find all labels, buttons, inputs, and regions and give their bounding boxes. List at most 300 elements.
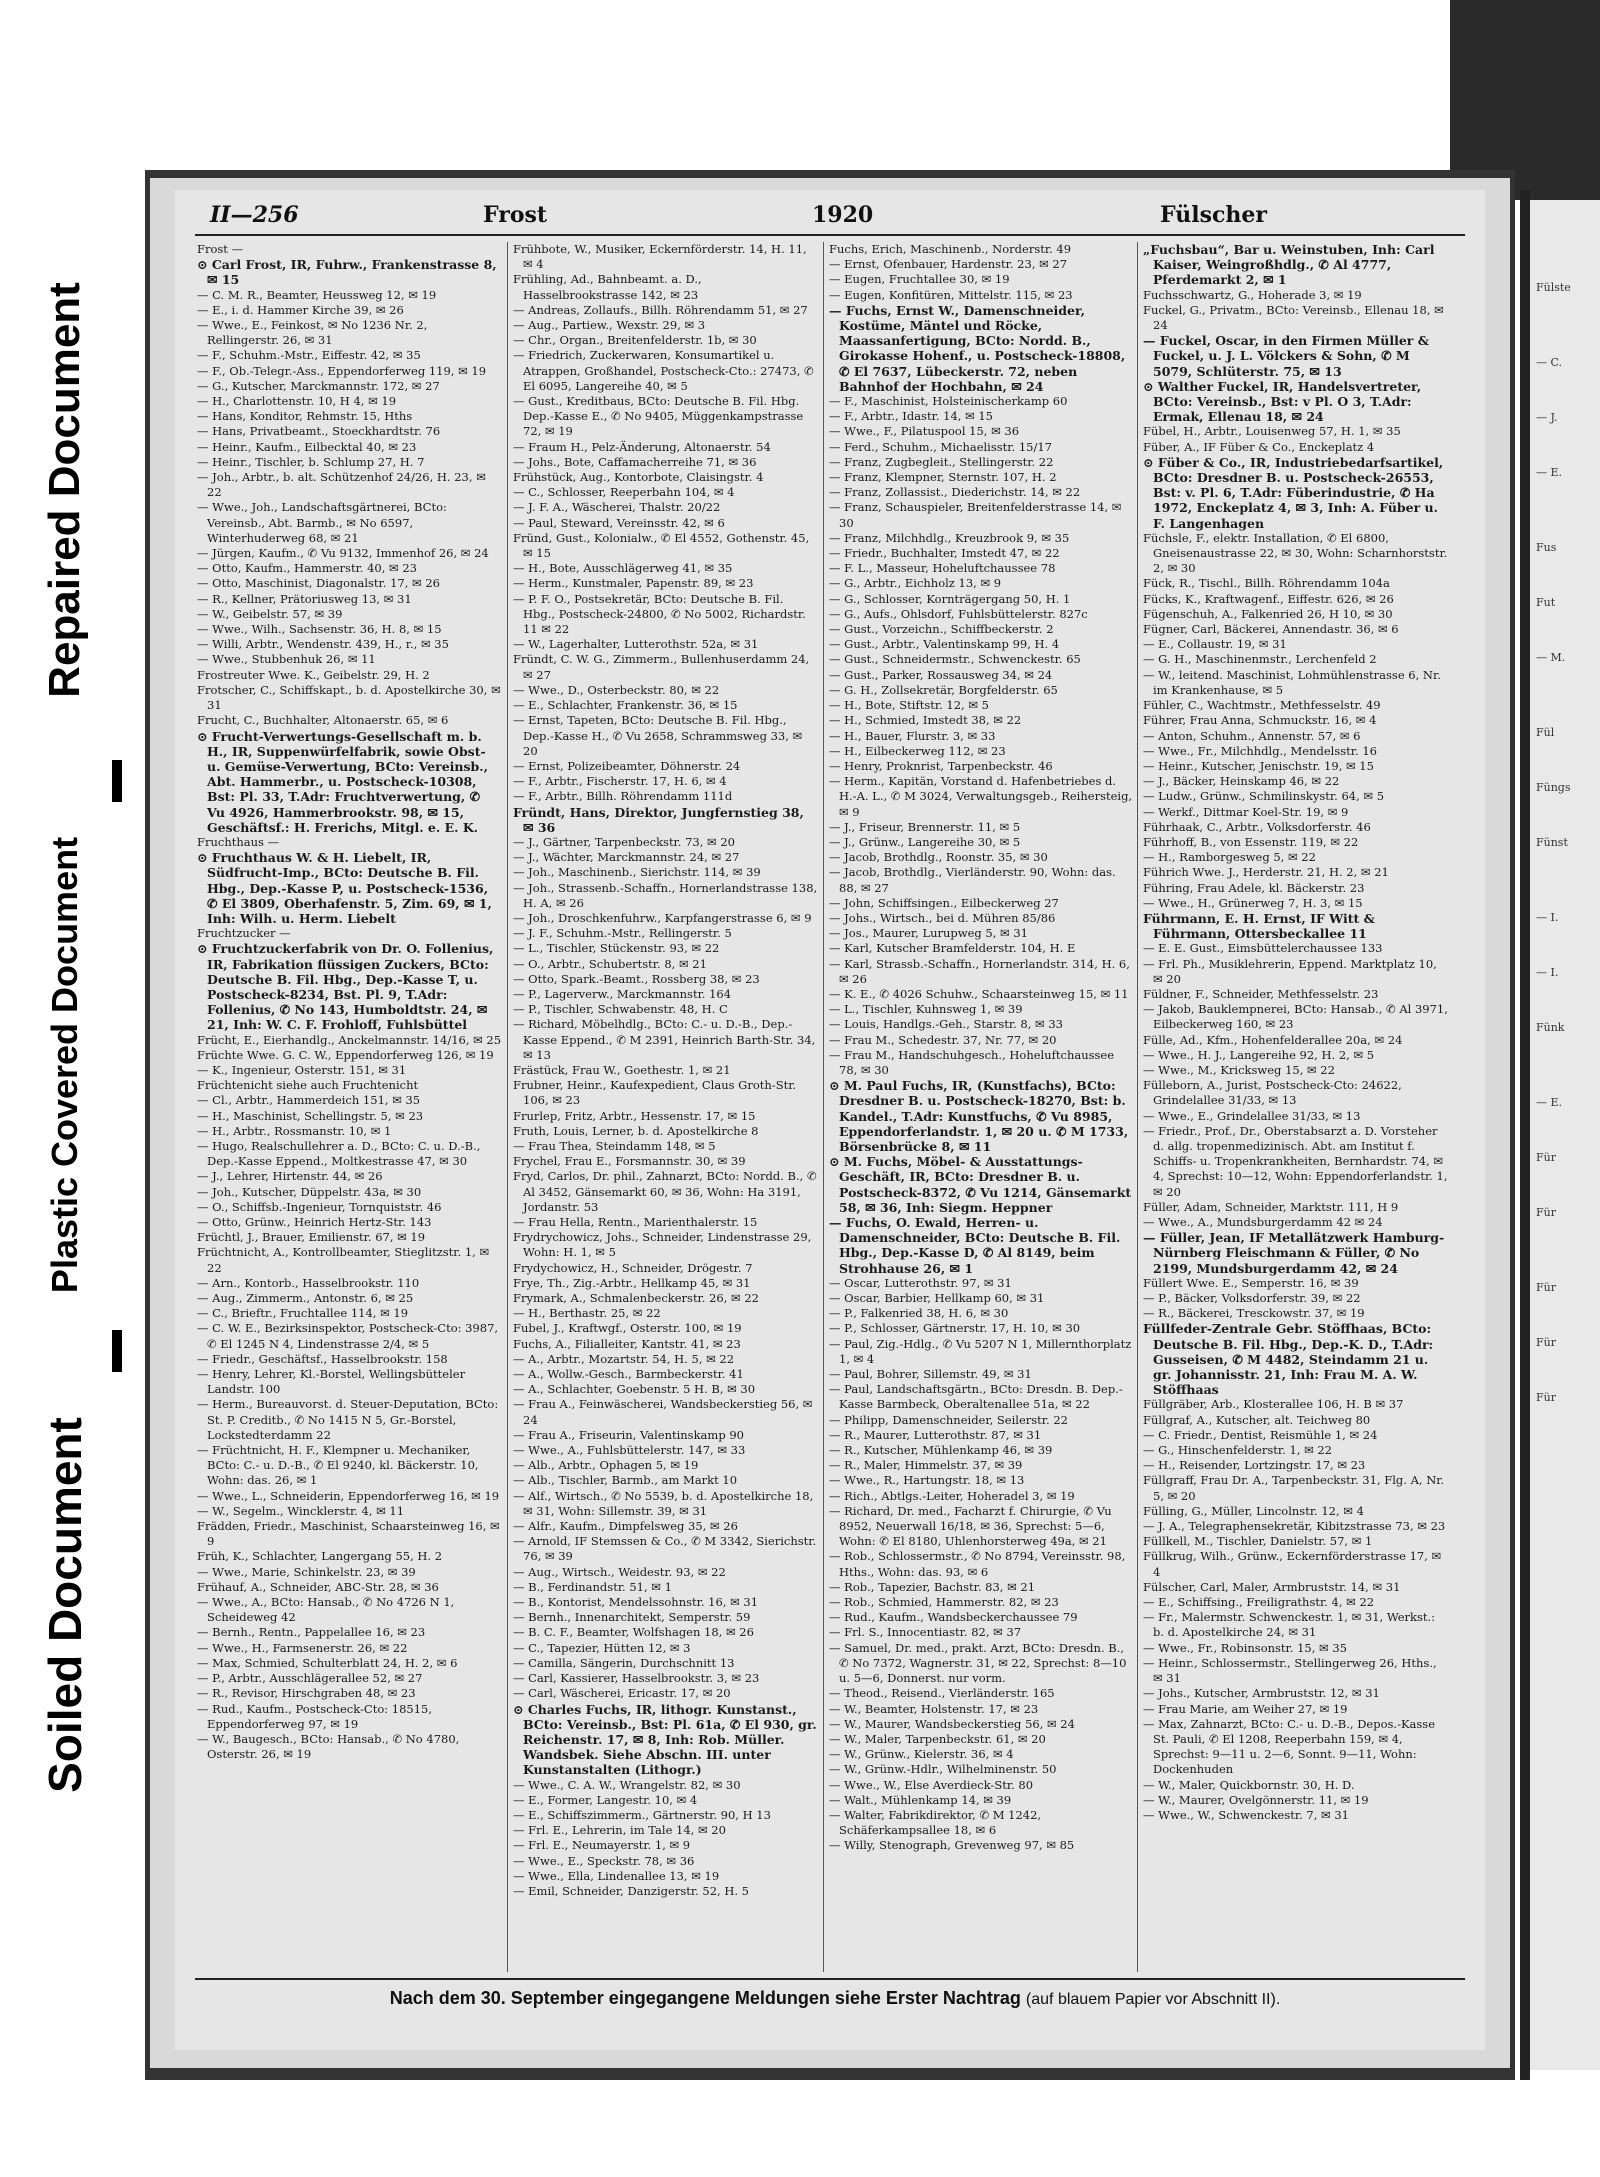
directory-entry: — E., i. d. Hammer Kirche 39, ✉ 26 bbox=[197, 302, 404, 317]
directory-entry: — J., Wächter, Marckmannstr. 24, ✉ 27 bbox=[513, 850, 740, 865]
directory-entry: Fügner, Carl, Bäckerei, Annendastr. 36, ✉ 6 bbox=[1143, 622, 1399, 637]
directory-entry: — J. F. A., Wäscherei, Thalstr. 20/22 bbox=[513, 500, 721, 515]
directory-entry: Fuckel, G., Privatm., BCto: Vereinsb., Ellenau 18, ✉ 24 bbox=[1143, 302, 1444, 333]
header-first-entry: Frost bbox=[483, 202, 548, 228]
directory-entry: — Friedr., Geschäftsf., Hasselbrookstr. 158 bbox=[197, 1351, 448, 1366]
directory-entry: — Andreas, Zollaufs., Billh. Röhrendamm 51, ✉ 27 bbox=[513, 302, 808, 317]
header-rule bbox=[195, 234, 1465, 236]
directory-entry: — Wwe., Fr., Robinsonstr. 15, ✉ 35 bbox=[1143, 1640, 1347, 1655]
directory-entry: — G., Hinschenfelderstr. 1, ✉ 22 bbox=[1143, 1443, 1332, 1458]
directory-entry: — Alb., Arbtr., Ophagen 5, ✉ 19 bbox=[513, 1458, 699, 1473]
directory-entry: ⊙ Füber & Co., IR, Industriebedarfsartikel, BCto: Dresdner B. u. Postscheck-26553, Bst: v. Pl. 6, T.Adr: Füberindustrie, ✆ Ha 1972, Enckeplatz 4, ✉ 3, Inh: A. Füber u. F. Langenhagen bbox=[1143, 454, 1444, 531]
directory-entry: — Ernst, Polizeibeamter, Döhnerstr. 24 bbox=[513, 758, 741, 773]
directory-entry: — J. F., Schuhm.-Mstr., Rellingerstr. 5 bbox=[513, 926, 732, 941]
next-page-entry-fragment: Für bbox=[1536, 1391, 1556, 1404]
directory-entry: — Paul, Zig.-Hdlg., ✆ Vu 5207 N 1, Millernthorplatz 1, ✉ 4 bbox=[829, 1336, 1132, 1366]
directory-entry: — Paul, Bohrer, Sillemstr. 49, ✉ 31 bbox=[829, 1367, 1032, 1382]
directory-entry: — Carl, Kassierer, Hasselbrookstr. 3, ✉ 23 bbox=[513, 1671, 760, 1686]
directory-entry: — Jakob, Bauklempnerei, BCto: Hansab., ✆ Al 3971, Eilbeckerweg 160, ✉ 23 bbox=[1143, 1002, 1448, 1032]
directory-entry: — Frau A., Feinwäscherei, Wandsbeckerstieg 56, ✉ 24 bbox=[513, 1397, 813, 1427]
directory-entry: — Gust., Vorzeichn., Schiffbeckerstr. 2 bbox=[829, 622, 1054, 637]
label-separator bbox=[112, 760, 122, 802]
directory-entry: — W., Maler, Tarpenbeckstr. 61, ✉ 20 bbox=[829, 1731, 1046, 1746]
directory-entry: — Hans, Konditor, Rehmstr. 15, Hths bbox=[197, 409, 413, 424]
soiled-document-label: Soiled Document bbox=[39, 1417, 91, 1793]
directory-entry: Frubner, Heinr., Kaufexpedient, Claus Groth-Str. 106, ✉ 23 bbox=[513, 1078, 797, 1108]
directory-entry: — Joh., Arbtr., b. alt. Schützenhof 24/26, H. 23, ✉ 22 bbox=[197, 470, 486, 500]
directory-entry: Fülle, Ad., Kfm., Hohenfelderallee 20a, ✉ 24 bbox=[1143, 1032, 1403, 1047]
directory-entry: Führich Wwe. J., Herderstr. 21, H. 2, ✉ 21 bbox=[1143, 865, 1389, 880]
directory-entry: — Wwe., Fr., Milchhdlg., Mendelsstr. 16 bbox=[1143, 743, 1377, 758]
directory-entry: — P., Bäcker, Volksdorferstr. 39, ✉ 22 bbox=[1143, 1291, 1361, 1306]
directory-entry: — Herm., Bureauvorst. d. Steuer-Deputation, BCto: St. P. Creditb., ✆ No 1415 N 5, Gr.-Borstel, Lockstedterdamm 22 bbox=[197, 1397, 499, 1442]
next-page-entry-fragment: Für bbox=[1536, 1151, 1556, 1164]
next-page-entry-fragment: — I. bbox=[1536, 911, 1559, 924]
directory-entry: — K. E., ✆ 4026 Schuhw., Schaarsteinweg 15, ✉ 11 bbox=[829, 986, 1129, 1001]
directory-entry: Füller, Adam, Schneider, Marktstr. 111, H 9 bbox=[1143, 1199, 1399, 1214]
next-page-fragment bbox=[1536, 280, 1596, 1980]
directory-entry: — Füller, Jean, IF Metallätzwerk Hamburg-Nürnberg Fleischmann & Füller, ✆ No 2199, Mundsburgerdamm 42, ✉ 24 bbox=[1143, 1230, 1445, 1276]
directory-entry: Füllgraf, A., Kutscher, alt. Teichweg 80 bbox=[1143, 1412, 1371, 1427]
directory-entry: — Ludw., Grünw., Schmilinskystr. 64, ✉ 5 bbox=[1143, 789, 1385, 804]
directory-entry: — Wwe., A., BCto: Hansab., ✆ No 4726 N 1, Scheideweg 42 bbox=[197, 1595, 455, 1625]
page-header bbox=[200, 198, 1460, 232]
directory-entry: Fuchs, Erich, Maschinenb., Norderstr. 49 bbox=[829, 242, 1072, 256]
directory-entry: — Wwe., C. A. W., Wrangelstr. 82, ✉ 30 bbox=[513, 1777, 741, 1792]
directory-entry: — W., Beamter, Holstenstr. 17, ✉ 23 bbox=[829, 1701, 1039, 1716]
directory-entry: — F., Arbtr., Fischerstr. 17, H. 6, ✉ 4 bbox=[513, 774, 727, 789]
directory-entry: — C., Tapezier, Hütten 12, ✉ 3 bbox=[513, 1640, 691, 1655]
directory-entry: — Rud., Kaufm., Postscheck-Cto: 18515, Eppendorferweg 97, ✉ 19 bbox=[197, 1701, 433, 1731]
directory-entry: — Herm., Kunstmaler, Papenstr. 89, ✉ 23 bbox=[513, 576, 754, 591]
directory-entry: — F., Arbtr., Billh. Röhrendamm 111d bbox=[513, 789, 733, 804]
directory-entry: — Eugen, Konfitüren, Mittelstr. 115, ✉ 23 bbox=[829, 287, 1073, 302]
directory-entry: — Wwe., Stubbenhuk 26, ✉ 11 bbox=[197, 652, 376, 667]
directory-entry: — Jürgen, Kaufm., ✆ Vu 9132, Immenhof 26, ✉ 24 bbox=[197, 546, 489, 561]
directory-entry: — Frl. S., Innocentiastr. 82, ✉ 37 bbox=[829, 1625, 1022, 1640]
directory-entry: — B., Ferdinandstr. 51, ✉ 1 bbox=[513, 1579, 672, 1594]
directory-entry: — Henry, Lehrer, Kl.-Borstel, Wellingsbütteler Landstr. 100 bbox=[197, 1367, 466, 1397]
directory-entry: — L., Tischler, Stückenstr. 93, ✉ 22 bbox=[513, 941, 720, 956]
directory-entry: — Wwe., H., Grünerweg 7, H. 3, ✉ 15 bbox=[1143, 895, 1363, 910]
directory-entry: — Fuchs, O. Ewald, Herren- u. Damenschneider, BCto: Deutsche B. Fil. Hbg., Dep.-Kasse D, ✆ Al 8149, beim Strohhause 26, ✉ 1 bbox=[829, 1215, 1121, 1276]
directory-entry: — Philipp, Damenschneider, Seilerstr. 22 bbox=[829, 1412, 1068, 1427]
directory-entry: — John, Schiffsingen., Eilbeckerweg 27 bbox=[829, 895, 1059, 910]
directory-entry: — J., Grünw., Langereihe 30, ✉ 5 bbox=[829, 834, 1021, 849]
directory-entry: — E. E. Gust., Eimsbüttelerchaussee 133 bbox=[1143, 941, 1383, 956]
directory-entry: ⊙ Fruchthaus W. & H. Liebelt, IR, Südfrucht-Imp., BCto: Deutsche B. Fil. Hbg., Dep.-Kasse P, u. Postscheck-1536, ✆ El 3809, Oberhafenstr. 5, Zim. 69, ✉ 1, Inh: Wilh. u. Herm. Liebelt bbox=[197, 850, 492, 926]
directory-entry: — Paul, Landschaftsgärtn., BCto: Dresdn. B. Dep.-Kasse Barmbeck, Oberaltenallee 51a, ✉ 22 bbox=[829, 1382, 1123, 1412]
directory-entry: — Wwe., H., Farmsenerstr. 26, ✉ 22 bbox=[197, 1640, 408, 1655]
directory-entry: — W., Lagerhalter, Lutterothstr. 52a, ✉ 31 bbox=[513, 637, 759, 652]
directory-entry: — Bernh., Rentn., Pappelallee 16, ✉ 23 bbox=[197, 1625, 426, 1640]
directory-entry: — Frau A., Friseurin, Valentinskamp 90 bbox=[513, 1427, 744, 1442]
directory-entry: — E., Schiffszimmerm., Gärtnerstr. 90, H 13 bbox=[513, 1807, 771, 1822]
directory-page bbox=[150, 178, 1510, 2068]
condition-label-strip bbox=[0, 0, 130, 2177]
header-year: 1920 bbox=[812, 202, 874, 228]
directory-entry: — Gust., Parker, Rossausweg 34, ✉ 24 bbox=[829, 667, 1053, 682]
directory-entry: — Oscar, Barbier, Hellkamp 60, ✉ 31 bbox=[829, 1291, 1045, 1306]
directory-entry: — B., Kontorist, Mendelssohnstr. 16, ✉ 31 bbox=[513, 1595, 759, 1610]
next-page-entry-fragment: Fül bbox=[1536, 726, 1555, 739]
directory-entry: — G., Arbtr., Eichholz 13, ✉ 9 bbox=[829, 576, 1002, 591]
next-page-entry-fragment: Für bbox=[1536, 1206, 1556, 1219]
directory-entry: Fülleborn, A., Jurist, Postscheck-Cto: 24622, Grindelallee 31/33, ✉ 13 bbox=[1143, 1078, 1402, 1108]
next-page-entry-fragment: — J. bbox=[1536, 411, 1558, 424]
directory-entry: — Wwe., Marie, Schinkelstr. 23, ✉ 39 bbox=[197, 1564, 416, 1579]
directory-entry: Fruchthaus — bbox=[197, 834, 280, 849]
directory-entry: — Oscar, Lutterothstr. 97, ✉ 31 bbox=[829, 1275, 1012, 1290]
directory-entry: — Wwe., E., Grindelallee 31/33, ✉ 13 bbox=[1143, 1108, 1361, 1123]
directory-entry: — G., Aufs., Ohlsdorf, Fuhlsbüttelerstr. 827c bbox=[829, 606, 1088, 621]
directory-entry: — P., Falkenried 38, H. 6, ✉ 30 bbox=[829, 1306, 1009, 1321]
directory-entry: — Frl. E., Neumayerstr. 1, ✉ 9 bbox=[513, 1838, 691, 1853]
directory-entry: — Chr., Organ., Breitenfelderstr. 1b, ✉ 30 bbox=[513, 333, 757, 348]
directory-entry: — Rob., Tapezier, Bachstr. 83, ✉ 21 bbox=[829, 1579, 1036, 1594]
directory-entry: — R., Kellner, Prätoriusweg 13, ✉ 31 bbox=[197, 591, 412, 606]
directory-entry: — W., leitend. Maschinist, Lohmühlenstrasse 6, Nr. im Krankenhause, ✉ 5 bbox=[1143, 667, 1441, 697]
directory-entry: — Wwe., M., Kricksweg 15, ✉ 22 bbox=[1143, 1062, 1335, 1077]
directory-entry: — Karl, Strassb.-Schaffn., Hornerlandstr. 314, H. 6, ✉ 26 bbox=[829, 956, 1130, 986]
column-divider bbox=[1137, 242, 1138, 1972]
directory-entry: — P., Arbtr., Ausschlägerallee 52, ✉ 27 bbox=[197, 1671, 423, 1686]
label-separator bbox=[112, 1330, 122, 1372]
directory-entry: Fügenschuh, A., Falkenried 26, H 10, ✉ 30 bbox=[1143, 606, 1393, 621]
directory-entry: — Fuchs, Ernst W., Damenschneider, Kostüme, Mäntel und Röcke, Maassanfertigung, BCto: Nordd. B., Girokasse Hohenf., u. Postscheck-18808, ✆ El 7637, Lübeckerstr. 72, neben Bahnhof der Hochbahn, ✉ 24 bbox=[829, 302, 1126, 394]
directory-entry: — Johs., Bote, Caffamacherreihe 71, ✉ 36 bbox=[513, 454, 757, 469]
directory-entry: ⊙ M. Paul Fuchs, IR, (Kunstfachs), BCto: Dresdner B. u. Postscheck-18270, Bst: b. Kandel., T.Adr: Kunstfuchs, ✆ Vu 8985, Eppendorferlandstr. 1, ✉ 20 u. ✆ M 1733, Börsenbrücke 8, ✉ 11 bbox=[829, 1078, 1129, 1154]
next-page-entry-fragment: — C. bbox=[1536, 356, 1563, 369]
directory-entry: Fuchs, A., Filialleiter, Kantstr. 41, ✉ 23 bbox=[513, 1336, 741, 1351]
directory-entry: — Otto, Spark.-Beamt., Rossberg 38, ✉ 23 bbox=[513, 971, 760, 986]
directory-entry: — Joh., Kutscher, Düppelstr. 43a, ✉ 30 bbox=[197, 1184, 422, 1199]
directory-entry: Frydrychowicz, Johs., Schneider, Lindenstrasse 29, Wohn: H. 1, ✉ 5 bbox=[513, 1230, 812, 1260]
directory-entry: — Hans, Privatbeamt., Stoeckhardtstr. 76 bbox=[197, 424, 441, 439]
directory-entry: Fülling, G., Müller, Lincolnstr. 12, ✉ 4 bbox=[1143, 1503, 1364, 1518]
directory-entry: Frucht, C., Buchhalter, Altonaerstr. 65, ✉ 6 bbox=[197, 713, 449, 728]
directory-entry: — Johs., Kutscher, Armbruststr. 12, ✉ 31 bbox=[1143, 1686, 1380, 1701]
directory-entry: ⊙ M. Fuchs, Möbel- & Ausstattungs-Geschäft, IR, BCto: Dresdner B. u. Postscheck-8372, ✆ Vu 1214, Gänsemarkt 58, ✉ 36, Inh: Siegm. Heppner bbox=[829, 1154, 1132, 1215]
directory-entry: — Emil, Schneider, Danzigerstr. 52, H. 5 bbox=[513, 1883, 750, 1898]
directory-entry: — Max, Zahnarzt, BCto: C.- u. D.-B., Depos.-Kasse St. Pauli, ✆ El 1208, Reeperbahn 159, ✉ 4, Sprechst: 9—11 u. 2—6, Sonnt. 9—11, Wohn: Dockenhuden bbox=[1143, 1716, 1436, 1777]
directory-entry: — C., Brieftr., Fruchtallee 114, ✉ 19 bbox=[197, 1306, 409, 1321]
directory-entry: Fücks, K., Kraftwagenf., Eiffestr. 626, ✉ 26 bbox=[1143, 591, 1394, 606]
directory-entry: — Herm., Kapitän, Vorstand d. Hafenbetriebes d. H.-A. L., ✆ M 3024, Verwaltungsgeb., Reihersteig, ✉ 9 bbox=[829, 774, 1133, 819]
directory-entry: — G., Kutscher, Marckmannstr. 172, ✉ 27 bbox=[197, 378, 440, 393]
directory-entry: — Wwe., A., Mundsburgerdamm 42 ✉ 24 bbox=[1143, 1215, 1383, 1229]
footer-rule bbox=[195, 1978, 1465, 1980]
directory-entry: Fuchsschwartz, G., Hoheradе 3, ✉ 19 bbox=[1143, 287, 1362, 302]
directory-entry: — Otto, Grünw., Heinrich Hertz-Str. 143 bbox=[197, 1215, 432, 1229]
directory-entry: — G. H., Maschinenmstr., Lerchenfeld 2 bbox=[1143, 652, 1377, 667]
directory-entry: — W., Grünw.-Hdlr., Wilhelminenstr. 50 bbox=[829, 1762, 1057, 1777]
directory-entry: — Heinr., Tischler, b. Schlump 27, H. 7 bbox=[197, 454, 425, 469]
directory-entry: — H., Maschinist, Schellingstr. 5, ✉ 23 bbox=[197, 1108, 424, 1123]
directory-entry: Frurlep, Fritz, Arbtr., Hessenstr. 17, ✉ 15 bbox=[513, 1108, 756, 1123]
directory-entry: — Alfr., Kaufm., Dimpfelsweg 35, ✉ 26 bbox=[513, 1519, 738, 1534]
directory-entry: — Paul, Steward, Vereinsstr. 42, ✉ 6 bbox=[513, 515, 725, 530]
directory-entry: — Samuel, Dr. med., prakt. Arzt, BCto: Dresdn. B., ✆ No 7372, Wagnerstr. 31, ✉ 22, Sprechst: 8—10 u. 5—6, Donnerst. nur vorm. bbox=[829, 1640, 1127, 1686]
directory-column-3 bbox=[829, 242, 1134, 1972]
directory-entry: — Johs., Wirtsch., bei d. Mühren 85/86 bbox=[829, 910, 1056, 925]
directory-entry: — Richard, Dr. med., Facharzt f. Chirurgie, ✆ Vu 8952, Neuerwall 16/18, ✉ 36, Sprechst: 5—6, Wohn: ✆ El 8180, Uhlenhorsterweg 49a, ✉ 21 bbox=[829, 1503, 1112, 1549]
directory-entry: — Theod., Reisend., Vierländerstr. 165 bbox=[829, 1686, 1055, 1701]
directory-entry: — A., Wollw.-Gesch., Barmbeckerstr. 41 bbox=[513, 1367, 744, 1382]
directory-entry: Frye, Th., Zig.-Arbtr., Hellkamp 45, ✉ 31 bbox=[513, 1275, 751, 1290]
directory-entry: Fruth, Louis, Lerner, b. d. Apostelkirche 8 bbox=[513, 1123, 759, 1138]
directory-entry: — Wwe., Wilh., Sachsenstr. 36, H. 8, ✉ 15 bbox=[197, 622, 442, 637]
directory-entry: — Max, Schmied, Schulterblatt 24, H. 2, ✉ 6 bbox=[197, 1655, 458, 1670]
next-page-entry-fragment: Füngs bbox=[1536, 781, 1571, 794]
directory-entry: — Frl. Ph., Musiklehrerin, Eppend. Marktplatz 10, ✉ 20 bbox=[1143, 956, 1437, 986]
directory-entry: — Gust., Schneidermstr., Schwenckestr. 65 bbox=[829, 652, 1081, 667]
directory-entry: — Franz, Zugbegleit., Stellingerstr. 22 bbox=[829, 454, 1054, 469]
directory-entry: — Wwe., Joh., Landschaftsgärtnerei, BCto: Vereinsb., Abt. Barmb., ✉ No 6597, Winterhuderweg 68, ✉ 21 bbox=[197, 500, 447, 545]
directory-entry: — Otto, Kaufm., Hammerstr. 40, ✉ 23 bbox=[197, 561, 417, 576]
directory-entry: Früchtnicht, A., Kontrollbeamter, Stieglitzstr. 1, ✉ 22 bbox=[197, 1245, 490, 1275]
directory-entry: — Alb., Tischler, Barmb., am Markt 10 bbox=[513, 1473, 738, 1488]
directory-entry: — Joh., Droschkenfuhrw., Karpfangerstrasse 6, ✉ 9 bbox=[513, 910, 812, 925]
directory-entry: ⊙ Charles Fuchs, IR, lithogr. Kunstanst., BCto: Vereinsb., Bst: Pl. 61a, ✆ El 930, gr. Reichenstr. 17, ✉ 8, Inh: Rob. Müller. Wandsbek. Siehe Abschn. III. unter Kunstanstalten (Lithogr.) bbox=[513, 1701, 817, 1778]
directory-entry: Füllfeder-Zentrale Gebr. Stöffhaas, BCto: Deutsche B. Fil. Hbg., Dep.-K. D., T.Adr: Gusseisen, ✆ M 4482, Steindamm 21 u. gr. Johannisstr. 21, Inh: Frau M. A. W. Stöffhaas bbox=[1143, 1321, 1434, 1398]
directory-entry: — O., Schiffsb.-Ingenieur, Tornquiststr. 46 bbox=[197, 1199, 442, 1214]
directory-entry: Frydychowicz, H., Schneider, Drögestr. 7 bbox=[513, 1260, 753, 1275]
directory-entry: — C. M. R., Beamter, Heussweg 12, ✉ 19 bbox=[197, 287, 437, 302]
next-page-entry-fragment: Für bbox=[1536, 1281, 1556, 1294]
page-footer bbox=[275, 1988, 1395, 2009]
directory-entry: — H., Charlottenstr. 10, H 4, ✉ 19 bbox=[197, 394, 397, 409]
directory-entry: — W., Maler, Quickbornstr. 30, H. D. bbox=[1143, 1777, 1355, 1792]
directory-entry: — Bernh., Innenarchitekt, Semperstr. 59 bbox=[513, 1610, 751, 1625]
directory-entry: — Friedrich, Zuckerwaren, Konsumartikel u. Atrappen, Großhandel, Postscheck-Cto.: 27473, ✆ El 6095, Langereihe 40, ✉ 5 bbox=[513, 348, 814, 393]
directory-entry: Frotscher, C., Schiffskapt., b. d. Apostelkirche 30, ✉ 31 bbox=[197, 682, 501, 713]
directory-entry: — J., Friseur, Brennerstr. 11, ✉ 5 bbox=[829, 819, 1021, 834]
next-page-entry-fragment: — E. bbox=[1536, 466, 1563, 479]
directory-entry: — Wwe., W., Schwenckestr. 7, ✉ 31 bbox=[1143, 1807, 1349, 1822]
directory-entry: — H., Eilbeckerweg 112, ✉ 23 bbox=[829, 743, 1006, 758]
directory-column-1 bbox=[197, 242, 502, 1972]
directory-entry: ⊙ Fruchtzuckerfabrik von Dr. O. Follenius, IR, Fabrikation flüssigen Zuckers, BCto: Deutsche B. Fil. Hbg., Dep.-Kasse T, u. Postscheck-8234, Bst. Pl. 9, T.Adr: Follenius, ✆ No 143, Humboldtstr. 24, ✉ 21, Inh: W. C. F. Frohloff, Fuhlsbüttel bbox=[197, 941, 494, 1033]
directory-entry: — Heinr., Kutscher, Jenischstr. 19, ✉ 15 bbox=[1143, 758, 1374, 773]
directory-entry: — Frau M., Schedestr. 37, Nr. 77, ✉ 20 bbox=[829, 1032, 1057, 1047]
directory-entry: — Wwe., R., Hartungstr. 18, ✉ 13 bbox=[829, 1473, 1025, 1488]
directory-entry: — Anton, Schuhm., Annenstr. 57, ✉ 6 bbox=[1143, 728, 1361, 743]
directory-entry: Füllkrug, Wilh., Grünw., Eckernförderstrasse 17, ✉ 4 bbox=[1143, 1549, 1442, 1579]
directory-entry: — Frau Thea, Steindamm 148, ✉ 5 bbox=[513, 1138, 716, 1153]
directory-entry: — Willy, Stenograph, Grevenweg 97, ✉ 85 bbox=[829, 1838, 1075, 1853]
directory-entry: Füchsle, F., elektr. Installation, ✆ El 6800, Gneisenaustrasse 22, ✉ 30, Wohn: Scharnhorststr. 2, ✉ 30 bbox=[1143, 530, 1448, 576]
directory-entry: — Frau Marie, am Weiher 27, ✉ 19 bbox=[1143, 1701, 1348, 1716]
directory-entry: Fruchtzucker — bbox=[197, 926, 291, 941]
directory-entry: — Heinr., Schlossermstr., Stellingerweg 26, Hths., ✉ 31 bbox=[1143, 1655, 1437, 1686]
directory-entry: — W., Segelm., Wincklerstr. 4, ✉ 11 bbox=[197, 1503, 405, 1518]
directory-column-4 bbox=[1143, 242, 1448, 1972]
directory-entry: — Wwe., F., Pilatuspool 15, ✉ 36 bbox=[829, 424, 1020, 439]
directory-entry: — Karl, Kutscher Bramfelderstr. 104, H. E bbox=[829, 941, 1076, 956]
directory-entry: — E., Former, Langestr. 10, ✉ 4 bbox=[513, 1792, 698, 1807]
directory-entry: ⊙ Frucht-Verwertungs-Gesellschaft m. b. H., IR, Suppenwürfelfabrik, sowie Obst- u. Gemüse-Verwertung, BCto: Vereinsb., Abt. Hammerbr., u. Postscheck-10308, Bst: Pl. 33, T.Adr: Fruchtverwertung, ✆ Vu 4926, Hammerbrookstr. 98, ✉ 15, Geschäftsf.: H. Frerichs, Mitgl. e. E. K. bbox=[197, 728, 488, 835]
next-page-edge bbox=[1520, 190, 1530, 2080]
directory-entry: Früchte Wwe. G. C. W., Eppendorferweg 126, ✉ 19 bbox=[197, 1047, 494, 1062]
directory-entry: — H., Ramborgesweg 5, ✉ 22 bbox=[1143, 850, 1316, 865]
directory-entry: — Gust., Kreditbaus, BCto: Deutsche B. Fil. Hbg. Dep.-Kasse E., ✆ No 9405, Müggenkampstrasse 72, ✉ 19 bbox=[513, 394, 804, 439]
directory-entry: — R., Revisor, Hirschgraben 48, ✉ 23 bbox=[197, 1686, 416, 1701]
directory-entry: — Arn., Kontorb., Hasselbrookstr. 110 bbox=[197, 1275, 420, 1290]
directory-entry: Früchtl, J., Brauer, Emilienstr. 67, ✉ 19 bbox=[197, 1230, 426, 1245]
directory-entry: — E., Schlachter, Frankenstr. 36, ✉ 15 bbox=[513, 698, 738, 713]
directory-entry: — Wwe., A., Fuhlsbüttelerstr. 147, ✉ 33 bbox=[513, 1443, 746, 1458]
directory-entry: — R., Maler, Himmelstr. 37, ✉ 39 bbox=[829, 1458, 1023, 1473]
directory-entry: — Jacob, Brothdlg., Vierländerstr. 90, Wohn: das. 88, ✉ 27 bbox=[829, 865, 1116, 895]
directory-entry: — Fuckel, Oscar, in den Firmen Müller & Fuckel, u. J. L. Völckers & Sohn, ✆ M 5079, Schlüterstr. 75, ✉ 13 bbox=[1143, 333, 1430, 379]
directory-entry: — Ernst, Ofenbauer, Hardenstr. 23, ✉ 27 bbox=[829, 257, 1068, 272]
directory-entry: — J., Gärtner, Tarpenbeckstr. 73, ✉ 20 bbox=[513, 834, 735, 849]
directory-entry: — Wwe., E., Speckstr. 78, ✉ 36 bbox=[513, 1853, 695, 1868]
directory-entry: — R., Kutscher, Mühlenkamp 46, ✉ 39 bbox=[829, 1443, 1053, 1458]
directory-entry: Fülscher, Carl, Maler, Armbruststr. 14, ✉ 31 bbox=[1143, 1579, 1401, 1594]
directory-entry: — P. F. O., Postsekretär, BCto: Deutsche B. Fil. Hbg., Postscheck-24800, ✆ No 5002, Richardstr. 11 ✉ 22 bbox=[513, 591, 806, 637]
directory-entry: — G. H., Zollsekretär, Borgfelderstr. 65 bbox=[829, 682, 1058, 697]
header-last-entry: Fülscher bbox=[1160, 202, 1267, 228]
next-page-entry-fragment: Fus bbox=[1536, 541, 1557, 554]
directory-entry: — Werkf., Dittmar Koel-Str. 19, ✉ 9 bbox=[1143, 804, 1349, 819]
directory-entry: Führer, Frau Anna, Schmuckstr. 16, ✉ 4 bbox=[1143, 713, 1377, 728]
directory-entry: — Louis, Handlgs.-Geh., Starstr. 8, ✉ 33 bbox=[829, 1017, 1063, 1032]
directory-entry: — Walter, Fabrikdirektor, ✆ M 1242, Schäferkampsallee 18, ✉ 6 bbox=[829, 1807, 1042, 1838]
directory-entry: — Friedr., Buchhalter, Imstedt 47, ✉ 22 bbox=[829, 546, 1060, 561]
directory-entry: — Rob., Schlossermstr., ✆ No 8794, Vereinsstr. 98, Hths., Wohn: das. 93, ✉ 6 bbox=[829, 1549, 1126, 1579]
directory-entry: — Wwe., E., Feinkost, ✉ No 1236 Nr. 2, Rellingerstr. 26, ✉ 31 bbox=[197, 318, 428, 348]
directory-entry: — Joh., Strassenb.-Schaffn., Hornerlandstrasse 138, H. A, ✉ 26 bbox=[513, 880, 818, 910]
directory-entry: — Richard, Möbelhdlg., BCto: C.- u. D.-B., Dep.-Kasse Eppend., ✆ M 2391, Heinrich Barth-Str. 34, ✉ 13 bbox=[513, 1017, 816, 1062]
directory-entry: — J., Bäcker, Heinskamp 46, ✉ 22 bbox=[1143, 774, 1340, 789]
directory-entry: ⊙ Walther Fuckel, IR, Handelsvertreter, BCto: Vereinsb., Bst: v Pl. O 3, T.Adr: Ermak, Ellenau 18, ✉ 24 bbox=[1143, 378, 1422, 425]
directory-entry: — Frl. E., Lehrerin, im Tale 14, ✉ 20 bbox=[513, 1823, 726, 1838]
directory-entry: — W., Grünw., Kielerstr. 36, ✉ 4 bbox=[829, 1747, 1014, 1762]
directory-entry: — H., Arbtr., Rossmanstr. 10, ✉ 1 bbox=[197, 1123, 392, 1138]
footer-note: (auf blauem Papier vor Abschnitt II). bbox=[1025, 1991, 1281, 2008]
directory-entry: — F., Ob.-Telegr.-Ass., Eppendorferweg 119, ✉ 19 bbox=[197, 363, 487, 378]
directory-entry: — Aug., Wirtsch., Weidestr. 93, ✉ 22 bbox=[513, 1564, 726, 1579]
directory-entry: — P., Schlosser, Gärtnerstr. 17, H. 10, ✉ 30 bbox=[829, 1321, 1081, 1336]
directory-entry: — W., Geibelstr. 57, ✉ 39 bbox=[197, 606, 343, 621]
directory-entry: — C., Schlosser, Reeperbahn 104, ✉ 4 bbox=[513, 485, 735, 500]
directory-entry: — R., Maurer, Lutterothstr. 87, ✉ 31 bbox=[829, 1427, 1042, 1442]
directory-entry: — A., Schlachter, Goebenstr. 5 H. B, ✉ 30 bbox=[513, 1382, 756, 1397]
directory-entry: Füllert Wwe. E., Semperstr. 16, ✉ 39 bbox=[1143, 1275, 1359, 1290]
directory-entry: — Rud., Kaufm., Wandsbeckerchaussee 79 bbox=[829, 1610, 1078, 1625]
directory-entry: — G., Schlosser, Kornträgergang 50, H. 1 bbox=[829, 591, 1071, 606]
directory-entry: — Franz, Milchhdlg., Kreuzbrook 9, ✉ 35 bbox=[829, 530, 1070, 545]
directory-entry: — Frau M., Handschuhgesch., Hoheluftchaussee 78, ✉ 30 bbox=[829, 1047, 1115, 1077]
directory-entry: — Frau Hella, Rentn., Marienthalerstr. 15 bbox=[513, 1215, 758, 1229]
directory-entry: — W., Baugesch., BCto: Hansab., ✆ No 4780, Osterstr. 26, ✉ 19 bbox=[197, 1731, 460, 1762]
directory-entry: — Wwe., H. J., Langereihe 92, H. 2, ✉ 5 bbox=[1143, 1047, 1375, 1062]
directory-entry: Frühstück, Aug., Kontorbote, Claisingstr. 4 bbox=[513, 470, 764, 485]
column-divider bbox=[507, 242, 508, 1972]
directory-entry: Füllgraff, Frau Dr. A., Tarpenbeckstr. 31, Flg. A, Nr. 5, ✉ 20 bbox=[1143, 1473, 1445, 1503]
directory-entry: — Jacob, Brothdlg., Roonstr. 35, ✉ 30 bbox=[829, 850, 1048, 865]
directory-entry: — P., Lagerverw., Marckmannstr. 164 bbox=[513, 986, 732, 1001]
directory-entry: — L., Tischler, Kuhnsweg 1, ✉ 39 bbox=[829, 1002, 1023, 1017]
directory-entry: Fühler, C., Wachtmstr., Methfesselstr. 49 bbox=[1143, 698, 1381, 713]
directory-entry: — J. A., Telegraphensekretär, Kibitzstrasse 73, ✉ 23 bbox=[1143, 1519, 1446, 1534]
directory-entry: — Jos., Maurer, Lurupweg 5, ✉ 31 bbox=[829, 926, 1028, 941]
directory-entry: — P., Tischler, Schwabenstr. 48, H. C bbox=[513, 1002, 728, 1017]
directory-entry: Füber, A., IF Füber & Co., Enckeplatz 4 bbox=[1143, 439, 1375, 454]
directory-entry: — Rich., Abtlgs.-Leiter, Hoheradel 3, ✉ 19 bbox=[829, 1488, 1075, 1503]
directory-entry: — Franz, Zollassist., Diederichstr. 14, ✉ 22 bbox=[829, 485, 1081, 500]
directory-entry: — H., Bote, Ausschlägerweg 41, ✉ 35 bbox=[513, 561, 733, 576]
directory-entry: Fübel, H., Arbtr., Louisenweg 57, H. 1, ✉ 35 bbox=[1143, 424, 1401, 439]
next-page-entry-fragment: — M. bbox=[1536, 651, 1566, 664]
directory-entry: Fründt, Hans, Direktor, Jungfernstieg 38, ✉ 36 bbox=[513, 804, 804, 835]
next-page-entry-fragment: — E. bbox=[1536, 1096, 1563, 1109]
directory-entry: — Arnold, IF Stemssen & Co., ✆ M 3342, Sierichstr. 76, ✉ 39 bbox=[513, 1534, 817, 1564]
directory-entry: Füllgräber, Arb., Klosterallee 106, H. B ✉ 37 bbox=[1143, 1397, 1404, 1412]
directory-entry: Fück, R., Tischl., Billh. Röhrendamm 104a bbox=[1143, 576, 1390, 591]
directory-entry: Fubel, J., Kraftwgf., Osterstr. 100, ✉ 19 bbox=[513, 1321, 742, 1336]
directory-entry: — Wwe., W., Else Averdieck-Str. 80 bbox=[829, 1777, 1034, 1792]
directory-entry: Fryd, Carlos, Dr. phil., Zahnarzt, BCto: Nordd. B., ✆ Al 3452, Gänsemarkt 60, ✉ 36, Wohn: Ha 3191, Jordanstr. 53 bbox=[513, 1169, 817, 1214]
directory-entry: — E., Collaustr. 19, ✉ 31 bbox=[1143, 637, 1287, 652]
directory-entry: — H., Berthastr. 25, ✉ 22 bbox=[513, 1306, 661, 1321]
directory-entry: Fründ, Gust., Kolonialw., ✆ El 4552, Gothenstr. 45, ✉ 15 bbox=[513, 530, 810, 561]
directory-entry: — F., Schuhm.-Mstr., Eiffestr. 42, ✉ 35 bbox=[197, 348, 421, 363]
directory-entry: — Carl, Wäscherei, Ericastr. 17, ✉ 20 bbox=[513, 1686, 731, 1701]
column-divider bbox=[823, 242, 824, 1972]
directory-entry: Führing, Frau Adele, kl. Bäckerstr. 23 bbox=[1143, 880, 1365, 895]
directory-entry: — Wwe., L., Schneiderin, Eppendorferweg 16, ✉ 19 bbox=[197, 1488, 500, 1503]
next-page-entry-fragment: Fünst bbox=[1536, 836, 1568, 849]
directory-entry: — A., Arbtr., Mozartstr. 54, H. 5, ✉ 22 bbox=[513, 1351, 735, 1366]
directory-entry: Fründt, C. W. G., Zimmerm., Bullenhuserdamm 24, ✉ 27 bbox=[513, 652, 810, 682]
directory-entry: Führmann, E. H. Ernst, IF Witt & Führmann, Ottersbeckallee 11 bbox=[1143, 910, 1375, 942]
directory-entry: — W., Maurer, Wandsbeckerstieg 56, ✉ 24 bbox=[829, 1716, 1075, 1731]
directory-entry: Führhaak, C., Arbtr., Volksdorferstr. 46 bbox=[1143, 819, 1371, 834]
directory-entry: — Ernst, Tapeten, BCto: Deutsche B. Fil. Hbg., Dep.-Kasse H., ✆ Vu 2658, Schrammsweg 33, ✉ 20 bbox=[513, 713, 803, 758]
directory-entry: — Aug., Partiew., Wexstr. 29, ✉ 3 bbox=[513, 318, 706, 333]
directory-entry: — E., Schiffsing., Freiligrathstr. 4, ✉ 22 bbox=[1143, 1595, 1375, 1610]
page-paper bbox=[175, 190, 1485, 2050]
directory-entry: — F., Maschinist, Holsteinischerkamp 60 bbox=[829, 394, 1068, 409]
directory-entry: — J., Lehrer, Hirtenstr. 44, ✉ 26 bbox=[197, 1169, 383, 1184]
directory-entry: — Camilla, Sängerin, Durchschnitt 13 bbox=[513, 1655, 735, 1670]
directory-entry: Frychel, Frau E., Forsmannstr. 30, ✉ 39 bbox=[513, 1154, 746, 1169]
directory-entry: — R., Bäckerei, Tresckowstr. 37, ✉ 19 bbox=[1143, 1306, 1365, 1321]
directory-entry: — Gust., Arbtr., Valentinskamp 99, H. 4 bbox=[829, 637, 1060, 652]
directory-entry: Frühling, Ad., Bahnbeamt. a. D., Hasselbrookstrasse 142, ✉ 23 bbox=[513, 272, 702, 302]
directory-entry: — O., Arbtr., Schubertstr. 8, ✉ 21 bbox=[513, 956, 707, 971]
directory-entry: Führhoff, B., von Essenstr. 119, ✉ 22 bbox=[1143, 834, 1359, 849]
directory-entry: — Willi, Arbtr., Wendenstr. 439, H., r., ✉ 35 bbox=[197, 637, 449, 652]
directory-entry: — Walt., Mühlenkamp 14, ✉ 39 bbox=[829, 1792, 1012, 1807]
directory-entry: Frädden, Friedr., Maschinist, Schaarsteinweg 16, ✉ 9 bbox=[197, 1519, 500, 1549]
directory-entry: „Fuchsbau“, Bar u. Weinstuben, Inh: Carl Kaiser, Weingroßhdlg., ✆ Al 4777, Pferdemarkt 2, ✉ 1 bbox=[1143, 242, 1435, 288]
directory-entry: — Joh., Maschinenb., Sierichstr. 114, ✉ 39 bbox=[513, 865, 761, 880]
directory-entry: — Wwe., Ella, Lindenallee 13, ✉ 19 bbox=[513, 1868, 720, 1883]
next-page-entry-fragment: Fut bbox=[1536, 596, 1556, 609]
directory-entry: — Otto, Maschinist, Diagonalstr. 17, ✉ 26 bbox=[197, 576, 440, 591]
directory-column-2 bbox=[513, 242, 818, 1972]
directory-entry: — Ferd., Schuhm., Michaelisstr. 15/17 bbox=[829, 439, 1052, 454]
directory-entry: Frästück, Frau W., Goethestr. 1, ✉ 21 bbox=[513, 1062, 731, 1077]
directory-entry: Frühauf, A., Schneider, ABC-Str. 28, ✉ 36 bbox=[197, 1579, 439, 1594]
directory-entry: — Rob., Schmied, Hammerstr. 82, ✉ 23 bbox=[829, 1595, 1059, 1610]
page-number: II—256 bbox=[210, 202, 299, 228]
directory-entry: — B. C. F., Beamter, Wolfshagen 18, ✉ 26 bbox=[513, 1625, 754, 1640]
